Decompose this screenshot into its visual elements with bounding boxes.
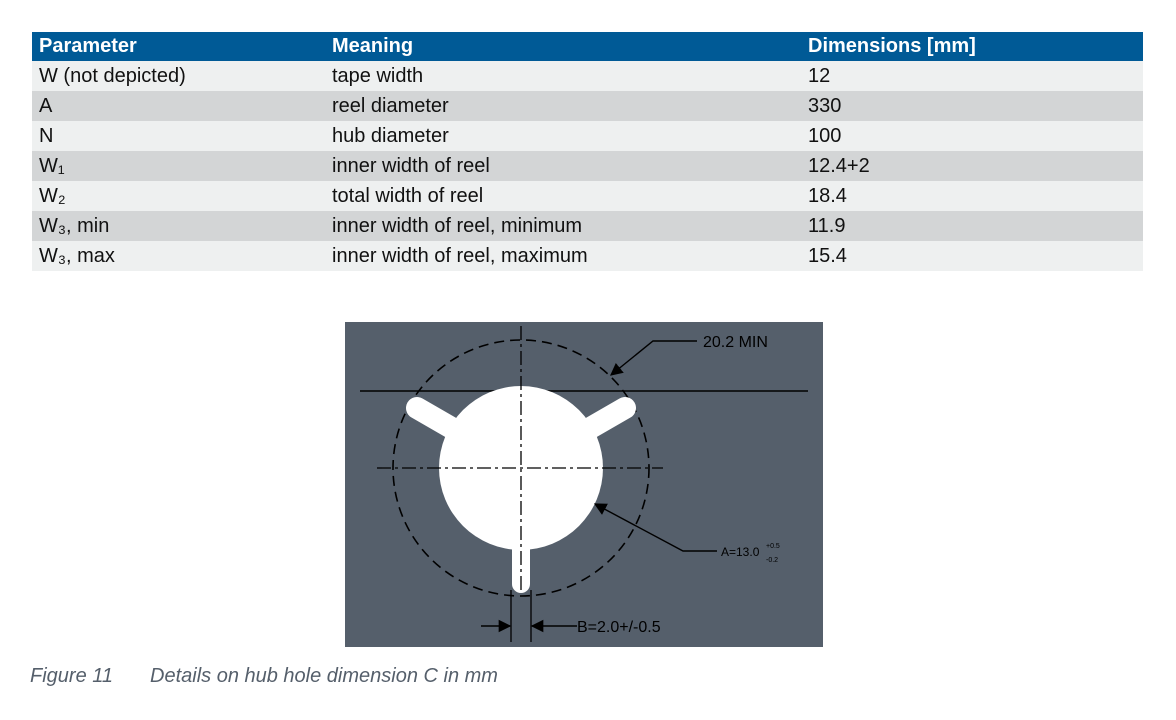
table-row xyxy=(32,151,1143,181)
cell-parameter: N xyxy=(32,121,325,151)
cell-meaning: inner width of reel xyxy=(325,151,801,181)
table-header-row xyxy=(32,32,1143,61)
cell-parameter: W₃, max xyxy=(32,241,325,271)
table-row xyxy=(32,181,1143,211)
cell-parameter: W₃, min xyxy=(32,211,325,241)
table-row xyxy=(32,241,1143,271)
table-row xyxy=(32,121,1143,151)
cell-parameter: W₂ xyxy=(32,181,325,211)
cell-parameter: W₁ xyxy=(32,151,325,181)
cell-dimension: 12.4+2 xyxy=(801,151,1143,181)
caption-label: Figure 11 xyxy=(30,665,114,687)
cell-dimension: 15.4 xyxy=(801,241,1143,271)
a-tolerance-plus: +0.5 xyxy=(766,543,780,550)
cell-meaning: inner width of reel, minimum xyxy=(325,211,801,241)
cell-dimension: 11.9 xyxy=(801,211,1143,241)
cell-parameter: A xyxy=(32,91,325,121)
table-row xyxy=(32,61,1143,91)
cell-meaning: hub diameter xyxy=(325,121,801,151)
cell-meaning: total width of reel xyxy=(325,181,801,211)
table-row xyxy=(32,211,1143,241)
hub-hole-figure xyxy=(345,322,823,647)
header-parameter: Parameter xyxy=(32,32,325,61)
min-label: 20.2 MIN xyxy=(703,334,768,351)
cell-dimension: 18.4 xyxy=(801,181,1143,211)
cell-meaning: reel diameter xyxy=(325,91,801,121)
parameter-table xyxy=(32,32,1143,271)
header-dimensions: Dimensions [mm] xyxy=(801,32,1143,61)
cell-dimension: 100 xyxy=(801,121,1143,151)
hub-hole-drawing xyxy=(345,322,823,647)
cell-dimension: 12 xyxy=(801,61,1143,91)
table-row xyxy=(32,91,1143,121)
cell-meaning: inner width of reel, maximum xyxy=(325,241,801,271)
a-label: A=13.0 xyxy=(721,545,760,559)
min-leader-line xyxy=(611,341,697,375)
a-tolerance-minus: -0.2 xyxy=(766,557,779,564)
caption-text: Details on hub hole dimension C in mm xyxy=(150,665,498,687)
cell-meaning: tape width xyxy=(325,61,801,91)
b-label: B=2.0+/-0.5 xyxy=(577,619,661,636)
cell-parameter: W (not depicted) xyxy=(32,61,325,91)
a-leader-line xyxy=(595,504,717,551)
header-meaning: Meaning xyxy=(325,32,801,61)
figure-caption xyxy=(30,665,498,688)
cell-dimension: 330 xyxy=(801,91,1143,121)
